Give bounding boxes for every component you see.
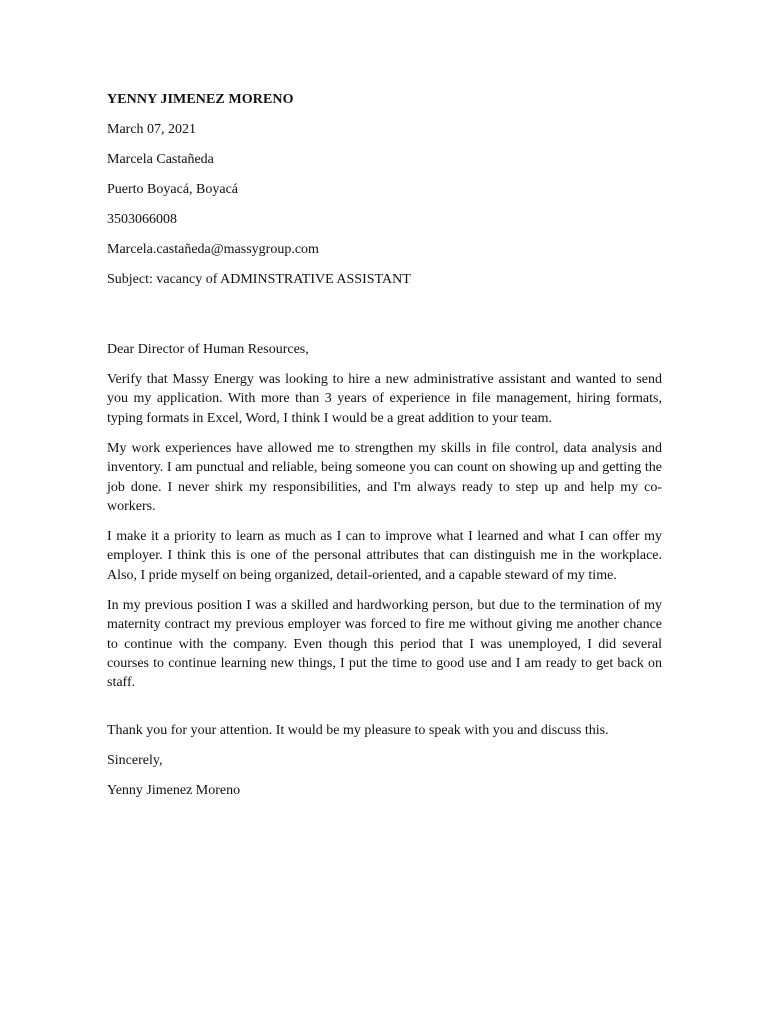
body-paragraph-1: Verify that Massy Energy was looking to hire a new administrative assistant and wanted to send you my application. With more than 3 years of experience in file management, hiring formats, typing formats in Excel, Word, I think I would be a great addition to your team.: [107, 372, 662, 426]
recipient-phone: 3503066008: [107, 212, 177, 227]
closing-thanks: Thank you for your attention. It would be my pleasure to speak with you and discuss this.: [107, 723, 609, 739]
signature-name: Yenny Jimenez Moreno: [107, 783, 241, 799]
recipient-location: Puerto Boyacá, Boyacá: [107, 182, 239, 197]
body-paragraph-2: My work experiences have allowed me to strengthen my skills in file control, data analysis and inventory. I am punctual and reliable, being someone you can count on showing up and getting the job done. I never shirk my responsibilities, and I'm always ready to step up and help my co-workers.: [107, 440, 662, 515]
letter-document: [107, 90, 662, 811]
recipient-email: Marcela.castañeda@massygroup.com: [107, 242, 319, 257]
letter-subject: Subject: vacancy of ADMINSTRATIVE ASSISTANT: [107, 272, 411, 287]
spacer: [107, 300, 662, 340]
spacer: [107, 703, 662, 721]
recipient-name: Marcela Castañeda: [107, 152, 214, 167]
closing-signoff: Sincerely,: [107, 753, 163, 769]
sender-name: YENNY JIMENEZ MORENO: [107, 92, 294, 107]
letter-date: March 07, 2021: [107, 122, 197, 137]
body-paragraph-3: I make it a priority to learn as much as I can to improve what I learned and what I can offer my employer. I think this is one of the personal attributes that can distinguish me in the workplace. Also, I pride myself on being organized, detail-oriented, and a capable steward of my time.: [107, 529, 662, 583]
salutation: Dear Director of Human Resources,: [107, 342, 309, 357]
body-paragraph-4: In my previous position I was a skilled and hardworking person, but due to the termination of my maternity contract my previous employer was forced to fire me without giving me another chance to continue with the company. Even though this period that I was unemployed, I did several courses to continue learning new things, I put the time to good use and I am ready to get back on staff.: [107, 597, 662, 691]
